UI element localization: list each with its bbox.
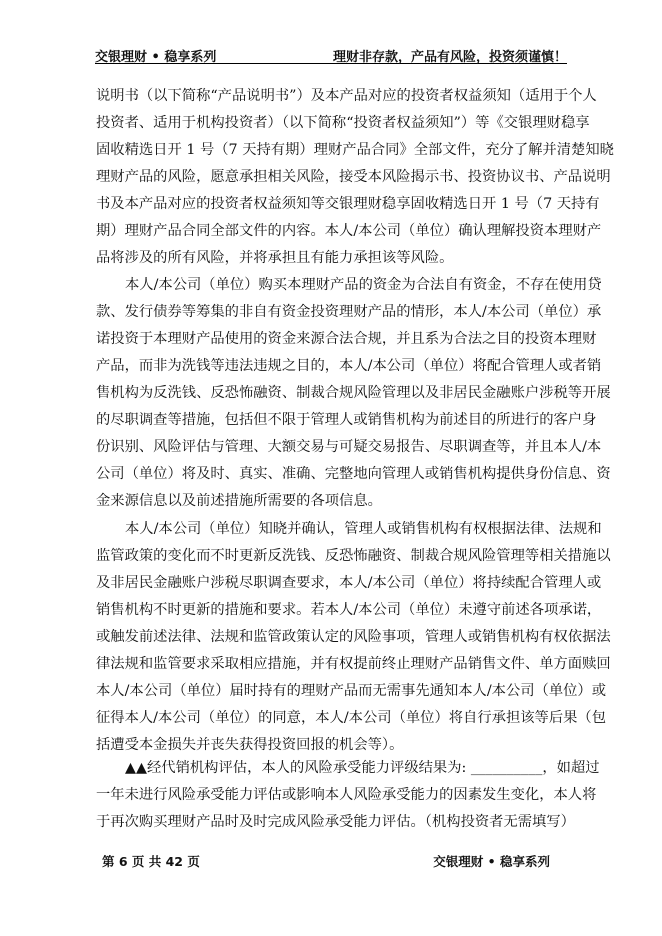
paragraph-risk-rating <box>96 755 600 836</box>
text-line: 括遭受本金损失并丧失获得投资回报的机会等）。 <box>96 737 404 753</box>
text-line: 期）理财产品合同全部文件的内容。本人/本公司（单位）确认理解投资本理财产 <box>96 223 602 239</box>
text-line: 品将涉及的所有风险，并将承担且有能力承担该等风险。 <box>96 250 454 266</box>
text-line: 售机构为反洗钱、反恐怖融资、制裁合规风险管理以及非居民金融账户涉税等开展 <box>96 385 611 401</box>
text-line: 于再次购买理财产品时及时完成风险承受能力评估。（机构投资者无需填写） <box>96 814 575 830</box>
text-line: 本人/本公司（单位）购买本理财产品的资金为合法自有资金，不存在使用贷 <box>125 277 602 293</box>
text-line: ▲▲经代销机构评估，本人的风险承受能力评级结果为: __________，如超过 <box>125 760 600 776</box>
text-line: 理财产品的风险，愿意承担相关风险，接受本风险揭示书、投资协议书、产品说明 <box>96 169 611 185</box>
text-line: 律法规和监管要求采取相应措施，并有权提前终止理财产品销售文件、单方面赎回 <box>96 656 611 672</box>
text-line: 销售机构不时更新的措施和要求。若本人/本公司（单位）未遵守前述各项承诺， <box>96 602 602 618</box>
text-line: 本人/本公司（单位）知晓并确认，管理人或销售机构有权根据法律、法规和 <box>125 521 602 537</box>
text-line: 及非居民金融账户涉税尽职调查要求，本人/本公司（单位）将持续配合管理人或 <box>96 575 602 591</box>
text-line: 诺投资于本理财产品使用的资金来源合法合规，并且系为合法之目的投资本理财 <box>96 331 597 347</box>
page-number: 第 6 页 共 42 页 <box>102 854 200 869</box>
text-line: 金来源信息以及前述措施所需要的各项信息。 <box>96 493 382 509</box>
paragraph-funds-source <box>96 272 611 515</box>
text-line: 投资者、适用于机构投资者）（以下简称“投资者权益须知”）等《交银理财稳享 <box>96 115 590 131</box>
header-series-title: 交银理财 • 稳享系列 <box>95 50 217 65</box>
text-line: 或触发前述法律、法规和监管政策认定的风险事项，管理人或销售机构有权依据法 <box>96 629 611 645</box>
paragraph-risk-acknowledgement <box>96 83 614 272</box>
text-line: 固收精选日开 1 号（7 天持有期）理财产品合同》全部文件，充分了解并清楚知晓 <box>96 142 614 158</box>
text-line: 的尽职调查等措施，包括但不限于管理人或销售机构为前述目的所进行的客户身 <box>96 412 597 428</box>
paragraph-aml-measures <box>96 516 611 759</box>
text-line: 书及本产品对应的投资者权益须知等交银理财稳享固收精选日开 1 号（7 天持有 <box>96 196 600 212</box>
text-line: 本人/本公司（单位）届时持有的理财产品而无需事先通知本人/本公司（单位）或 <box>96 683 607 699</box>
text-line: 征得本人/本公司（单位）的同意，本人/本公司（单位）将自行承担该等后果（包 <box>96 710 607 726</box>
header-risk-warning: 理财非存款，产品有风险，投资须谨慎！ <box>332 50 567 65</box>
footer-series-title: 交银理财 • 稳享系列 <box>433 854 550 869</box>
text-line: 一年未进行风险承受能力评估或影响本人风险承受能力的因素发生变化，本人将 <box>96 787 597 803</box>
text-line: 产品，而非为洗钱等违法违规之目的，本人/本公司（单位）将配合管理人或者销 <box>96 358 602 374</box>
text-line: 款、发行债券等筹集的非自有资金投资理财产品的情形，本人/本公司（单位）承 <box>96 304 602 320</box>
text-line: 监管政策的变化而不时更新反洗钱、反恐怖融资、制裁合规风险管理等相关措施以 <box>96 548 611 564</box>
text-line: 份识别、风险评估与管理、大额交易与可疑交易报告、尽职调查等，并且本人/本 <box>96 439 602 455</box>
text-line: 公司（单位）将及时、真实、准确、完整地向管理人或销售机构提供身份信息、资 <box>96 466 611 482</box>
text-line: 说明书（以下简称“产品说明书”）及本产品对应的投资者权益须知（适用于个人 <box>96 88 597 104</box>
page-header <box>95 46 567 64</box>
